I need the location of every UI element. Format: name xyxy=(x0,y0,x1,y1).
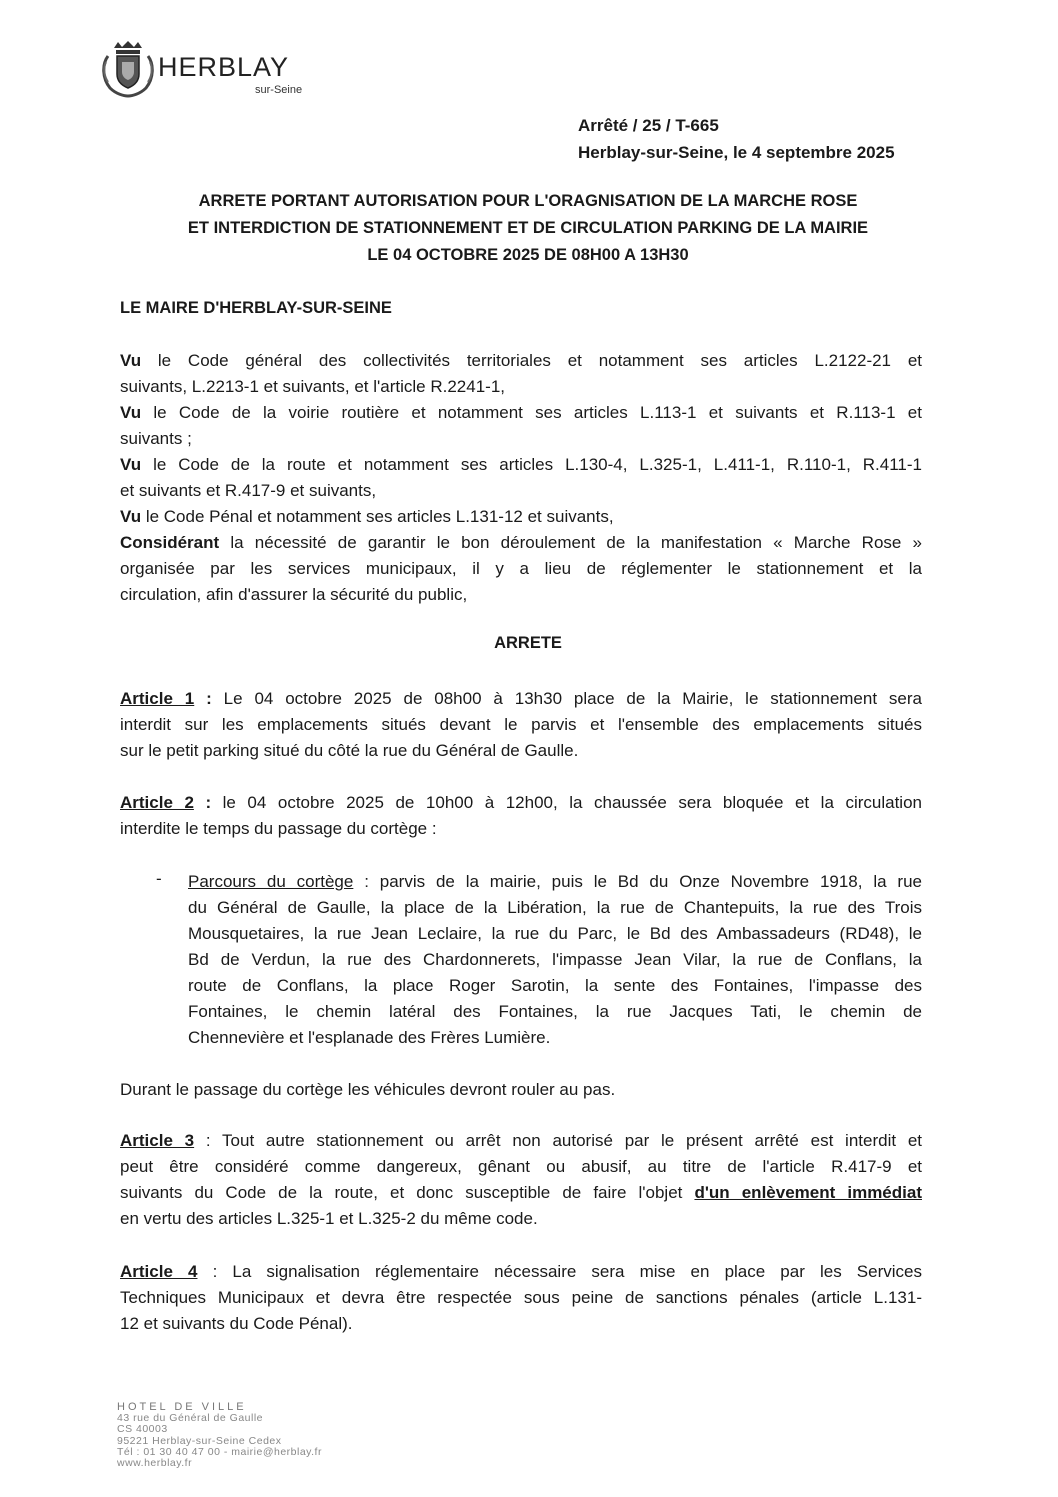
article-label: Article 3 xyxy=(120,1131,195,1150)
considerant-text: circulation, afin d'assurer la sécurité du public, xyxy=(120,585,468,604)
article-2 xyxy=(120,790,922,842)
article-label: Article 4 xyxy=(120,1262,198,1281)
place-date: Herblay-sur-Seine, le 4 septembre 2025 xyxy=(578,143,895,162)
visa-text: suivants, L.2213-1 et suivants, et l'article R.2241-1, xyxy=(120,377,506,396)
durant-note: Durant le passage du cortège les véhicules devront rouler au pas. xyxy=(120,1080,616,1099)
visa-text: le Code Pénal et notamment ses articles L.131-12 et suivants, xyxy=(141,507,614,526)
coat-of-arms-icon xyxy=(100,38,156,100)
article-text: Le 04 octobre 2025 de 08h00 à 13h30 place de la Mairie, le stationnement sera xyxy=(211,689,923,708)
footer-line: CS 40003 xyxy=(117,1423,168,1436)
list-bullet: - xyxy=(156,869,162,888)
route-text: Bd de Verdun, la rue des Chardonnerets, l'impasse Jean Vilar, la rue de Conflans, la xyxy=(188,950,922,969)
footer-address xyxy=(117,1402,437,1469)
article-text: sur le petit parking situé du côté la rue du Général de Gaulle. xyxy=(120,741,579,760)
article-text: : Tout autre stationnement ou arrêt non autorisé par le présent arrêté est interdit et xyxy=(194,1131,922,1150)
article-text: le 04 octobre 2025 de 10h00 à 12h00, la chaussée sera bloquée et la circulation xyxy=(211,793,922,812)
vu-label: Vu xyxy=(120,455,142,474)
article-3 xyxy=(120,1128,922,1232)
route-text: Fontaines, le chemin latéral des Fontaines, la rue Jacques Tati, le chemin de xyxy=(188,1002,922,1021)
route-list-item xyxy=(188,869,922,1051)
title-line: LE 04 OCTOBRE 2025 DE 08H00 A 13H30 xyxy=(367,246,689,264)
route-text: : parvis de la mairie, puis le Bd du Onze Novembre 1918, la rue xyxy=(353,872,922,891)
vu-label: Vu xyxy=(120,403,142,422)
article-label: Article 1 xyxy=(120,689,195,708)
article-4 xyxy=(120,1259,922,1337)
arrete-heading: ARRETE xyxy=(494,634,562,652)
route-text: Mousquetaires, la rue Jean Leclaire, la rue du Parc, le Bd des Ambassadeurs (RD48), le xyxy=(188,924,922,943)
article-text: suivants du Code de la route, et donc susceptible de faire l'objet xyxy=(120,1183,695,1202)
document-title xyxy=(100,188,956,269)
vu-label: Vu xyxy=(120,351,142,370)
visas-section xyxy=(120,348,922,608)
article-text: 12 et suivants du Code Pénal). xyxy=(120,1314,353,1333)
reference-block xyxy=(578,112,895,166)
footer-line: 95221 Herblay-sur-Seine Cedex xyxy=(117,1434,282,1447)
article-1 xyxy=(120,686,922,764)
article-text: peut être considéré comme dangereux, gênant ou abusif, au titre de l'article R.417-9 et xyxy=(120,1157,922,1176)
emphasis-text: d'un enlèvement immédiat xyxy=(694,1183,922,1202)
visa-text: le Code de la route et notamment ses articles L.130-4, L.325-1, L.411-1, R.110-1, R.411-1 xyxy=(141,455,922,474)
mayor-heading: LE MAIRE D'HERBLAY-SUR-SEINE xyxy=(120,299,392,317)
article-separator: : xyxy=(193,793,212,812)
route-text: route de Conflans, la place Roger Sarotin, la sente des Fontaines, l'impasse des xyxy=(188,976,922,995)
logo-subtitle: sur-Seine xyxy=(255,84,303,96)
route-label: Parcours du cortège xyxy=(188,872,354,891)
article-text: : La signalisation réglementaire nécessaire sera mise en place par les Services xyxy=(197,1262,922,1281)
article-text: Techniques Municipaux et devra être respectée sous peine de sanctions pénales (article L.131- xyxy=(120,1288,922,1307)
vu-label: Vu xyxy=(120,507,142,526)
footer-line: Tél : 01 30 40 47 00 - mairie@herblay.fr xyxy=(117,1445,322,1458)
considerant-text: organisée par les services municipaux, il y a lieu de réglementer le stationnement et la xyxy=(120,559,922,578)
visa-text: le Code de la voirie routière et notamment ses articles L.113-1 et suivants et R.113-1 et xyxy=(141,403,922,422)
article-text: interdit sur les emplacements situés devant le parvis et l'ensemble des emplacements situés xyxy=(120,715,922,734)
visa-text: le Code général des collectivités territoriales et notamment ses articles L.2122-21 et xyxy=(141,351,922,370)
considerant-label: Considérant xyxy=(120,533,220,552)
footer-website-link[interactable]: www.herblay.fr xyxy=(117,1457,193,1470)
visa-text: et suivants et R.417-9 et suivants, xyxy=(120,481,377,500)
route-text: Chennevière et l'esplanade des Frères Lumière. xyxy=(188,1028,551,1047)
considerant-text: la nécessité de garantir le bon déroulement de la manifestation « Marche Rose » xyxy=(219,533,922,552)
visa-text: suivants ; xyxy=(120,429,192,448)
article-separator: : xyxy=(194,689,212,708)
arrete-number: Arrêté / 25 / T-665 xyxy=(578,116,719,135)
article-label: Article 2 xyxy=(120,793,194,812)
title-line: ET INTERDICTION DE STATIONNEMENT ET DE CIRCULATION PARKING DE LA MAIRIE xyxy=(187,219,869,237)
route-text: du Général de Gaulle, la place de la Libération, la rue de Chantepuits, la rue des Trois xyxy=(188,898,922,917)
article-text: interdite le temps du passage du cortège : xyxy=(120,819,437,838)
footer-line: 43 rue du Général de Gaulle xyxy=(117,1412,264,1425)
logo-name: HERBLAY xyxy=(158,52,290,82)
title-line: ARRETE PORTANT AUTORISATION POUR L'ORAGNISATION DE LA MARCHE ROSE xyxy=(198,192,858,210)
article-text: en vertu des articles L.325-1 et L.325-2 du même code. xyxy=(120,1209,538,1228)
herblay-logo xyxy=(100,38,330,108)
footer-title: HOTEL DE VILLE xyxy=(117,1401,247,1413)
